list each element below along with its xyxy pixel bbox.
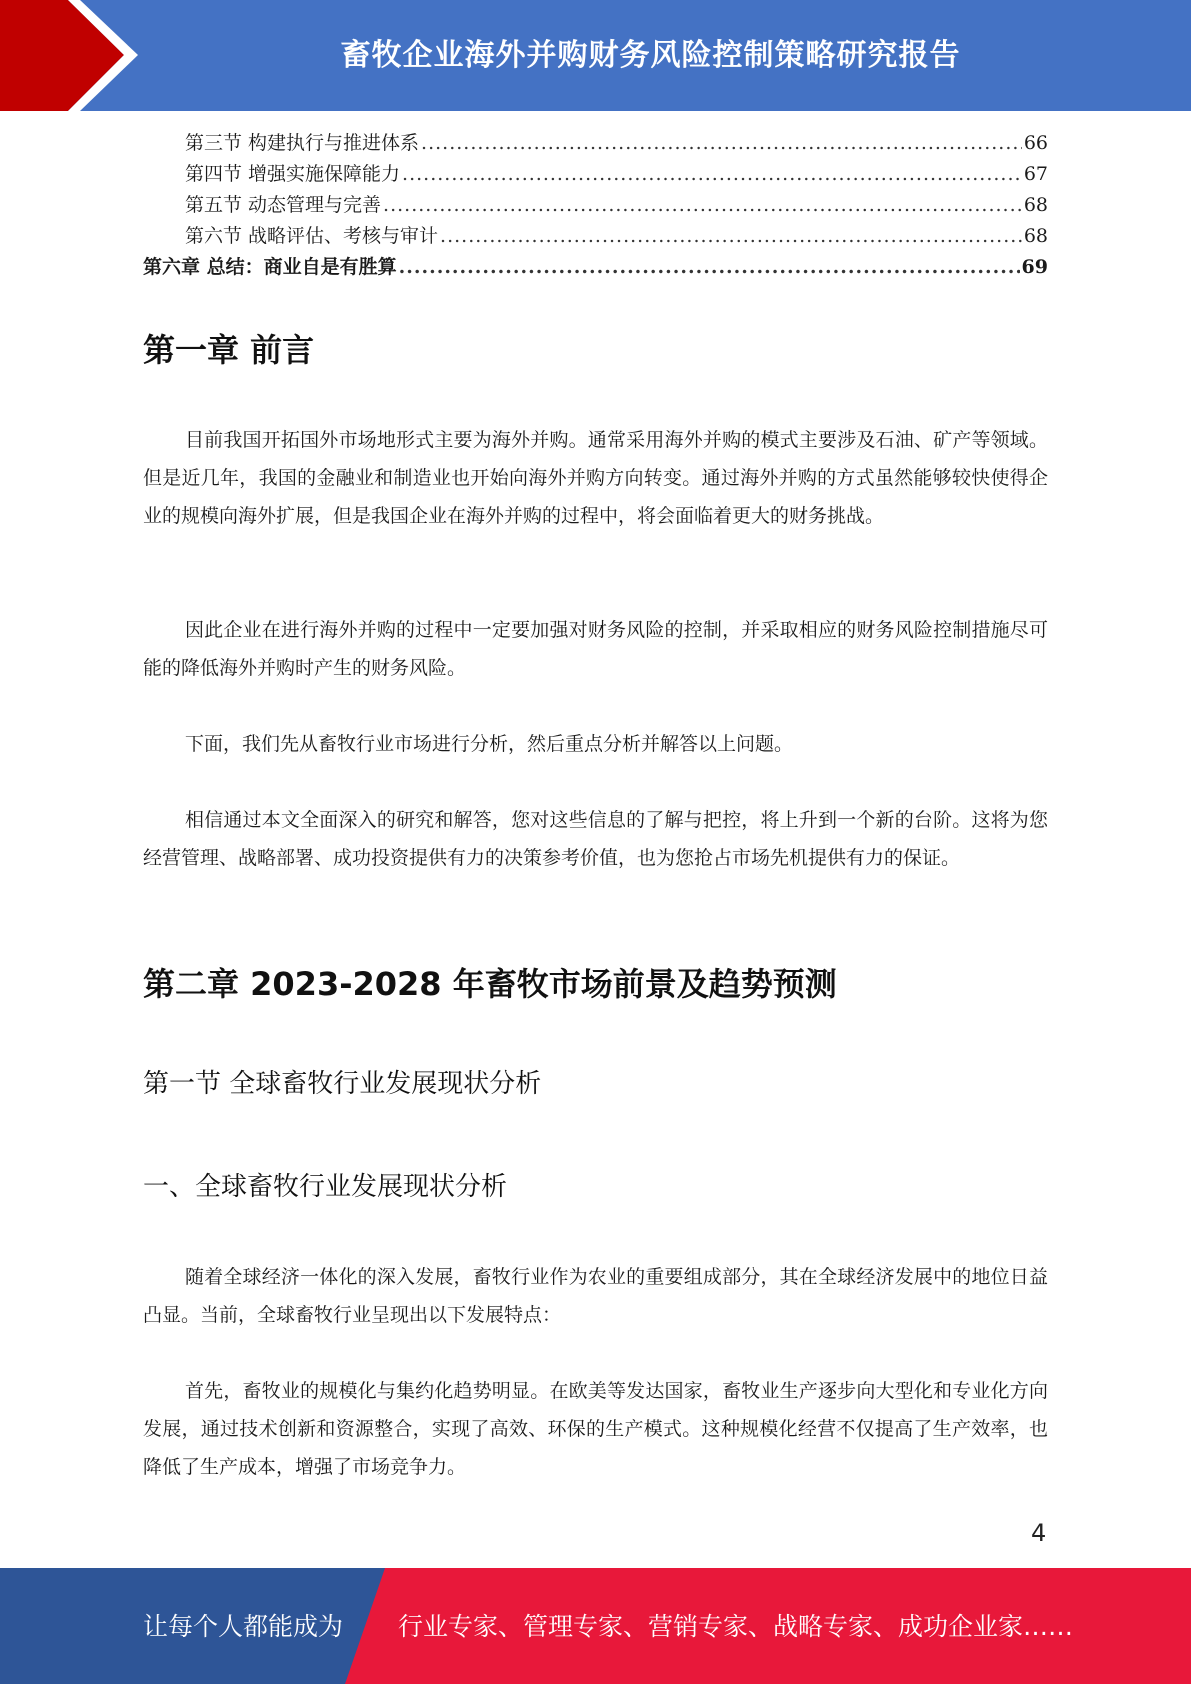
toc-leader-dots <box>383 190 1022 221</box>
toc-leader-dots <box>399 252 1020 283</box>
chapter-heading: 第二章 2023-2028 年畜牧市场前景及趋势预测 <box>143 965 837 1003</box>
report-title: 畜牧企业海外并购财务风险控制策略研究报告 <box>340 38 961 73</box>
toc-entry-page: 69 <box>1021 256 1048 278</box>
toc-entry-page: 68 <box>1023 194 1048 216</box>
toc-leader-dots <box>402 159 1022 190</box>
toc-entry-label: 第五节 动态管理与完善 <box>185 194 382 216</box>
table-of-contents <box>143 128 1048 283</box>
body-paragraph: 相信通过本文全面深入的研究和解答，您对这些信息的了解与把控，将上升到一个新的台阶。这将为您经营管理、战略部署、成功投资提供有力的决策参考价值，也为您抢占市场先机提供有力的保证。 <box>143 809 1048 869</box>
subsection-heading: 一、全球畜牧行业发展现状分析 <box>143 1172 508 1202</box>
footer-slogan-left: 让每个人都能成为 <box>143 1612 344 1641</box>
toc-entry[interactable] <box>143 190 1048 221</box>
body-paragraph: 目前我国开拓国外市场地形式主要为海外并购。通常采用海外并购的模式主要涉及石油、矿产等领域。但是近几年，我国的金融业和制造业也开始向海外并购方向转变。通过海外并购的方式虽然能够较快使得企业的规模向海外扩展，但是我国企业在海外并购的过程中，将会面临着更大的财务挑战。 <box>143 429 1048 527</box>
toc-leader-dots <box>421 128 1022 159</box>
toc-entry-chapter[interactable] <box>143 252 1048 283</box>
footer-slogan-right: 行业专家、管理专家、营销专家、战略专家、成功企业家…… <box>398 1612 1074 1641</box>
toc-entry[interactable] <box>143 221 1048 252</box>
page-header <box>0 0 1191 111</box>
toc-leader-dots <box>440 221 1022 252</box>
toc-entry-page: 66 <box>1023 132 1048 154</box>
toc-entry-page: 67 <box>1023 163 1048 185</box>
toc-entry-label: 第三节 构建执行与推进体系 <box>185 132 420 154</box>
page-number: 4 <box>1031 1519 1047 1547</box>
toc-entry-label: 第六节 战略评估、考核与审计 <box>185 225 439 247</box>
body-paragraph: 首先，畜牧业的规模化与集约化趋势明显。在欧美等发达国家，畜牧业生产逐步向大型化和专业化方向发展，通过技术创新和资源整合，实现了高效、环保的生产模式。这种规模化经营不仅提高了生产效率，也降低了生产成本，增强了市场竞争力。 <box>143 1380 1048 1478</box>
toc-entry[interactable] <box>143 128 1048 159</box>
body-paragraph: 下面，我们先从畜牧行业市场进行分析，然后重点分析并解答以上问题。 <box>185 733 794 755</box>
page-footer <box>0 1568 1191 1684</box>
toc-entry-label: 第四节 增强实施保障能力 <box>185 163 401 185</box>
section-heading: 第一节 全球畜牧行业发展现状分析 <box>143 1069 542 1099</box>
toc-entry[interactable] <box>143 159 1048 190</box>
body-paragraph: 因此企业在进行海外并购的过程中一定要加强对财务风险的控制，并采取相应的财务风险控制措施尽可能的降低海外并购时产生的财务风险。 <box>143 619 1048 679</box>
chapter-heading: 第一章 前言 <box>143 331 315 369</box>
body-paragraph: 随着全球经济一体化的深入发展，畜牧行业作为农业的重要组成部分，其在全球经济发展中的地位日益凸显。当前，全球畜牧行业呈现出以下发展特点： <box>143 1266 1048 1326</box>
toc-entry-label: 第六章 总结：商业自是有胜算 <box>143 256 397 278</box>
toc-entry-page: 68 <box>1023 225 1048 247</box>
